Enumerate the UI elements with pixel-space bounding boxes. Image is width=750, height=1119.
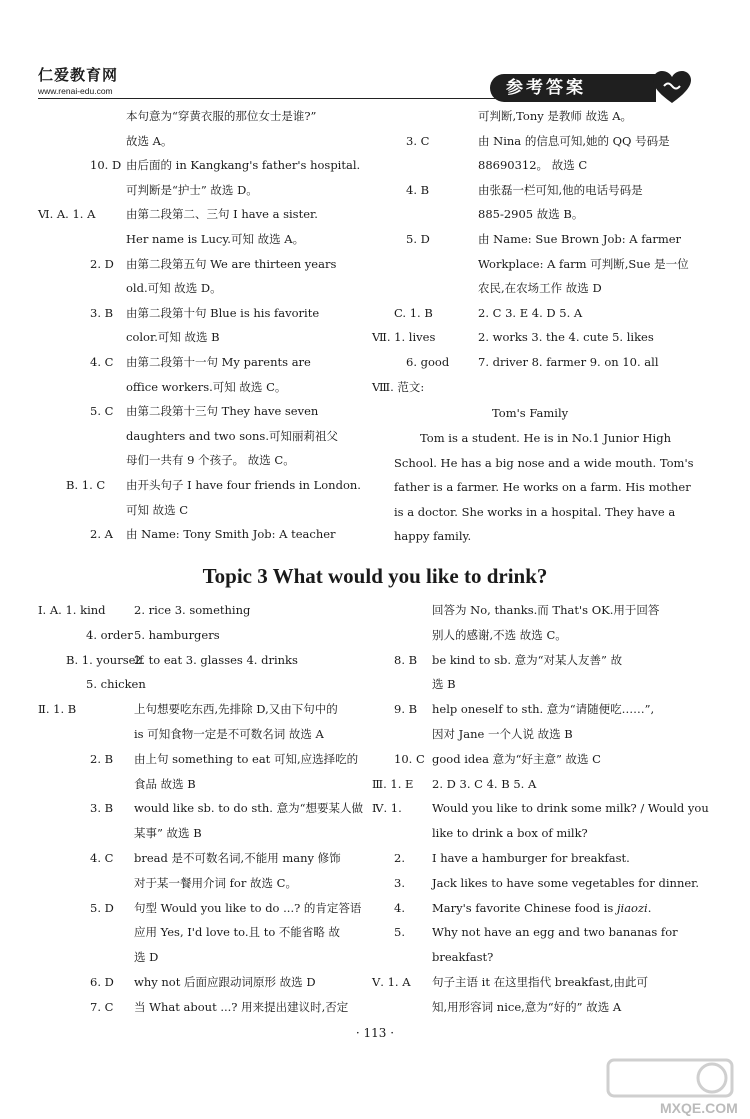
- answer-line: 由第二段第十一句 My parents are: [126, 355, 311, 369]
- answer-number: B. 1. yourself: [66, 652, 144, 667]
- essay-line: is a doctor. She works in a hospital. They have a: [394, 504, 676, 519]
- answer-number: 4. C: [90, 851, 114, 865]
- essay-line: Tom is a student. He is in No.1 Junior High: [420, 431, 671, 445]
- answer-number: C. 1. B: [394, 305, 433, 320]
- answer-number: 6. good: [406, 355, 450, 369]
- answer-line: 农民,在农场工作 故选 D: [478, 281, 602, 296]
- answer-number: 4. C: [90, 355, 114, 369]
- answer-line: bread 是不可数名词,不能用 many 修饰: [134, 851, 341, 865]
- answer-line: 885-2905 故选 B。: [478, 207, 584, 222]
- answer-number: 5. C: [90, 404, 114, 419]
- answer-number: Ⅶ. 1. lives: [372, 330, 436, 345]
- answer-number: Ⅷ. 范文:: [372, 379, 425, 394]
- answer-number: 2. D: [90, 256, 114, 271]
- answer-line: color.可知 故选 B: [126, 330, 220, 345]
- answer-line: 句子主语 it 在这里指代 breakfast,由此可: [432, 975, 649, 989]
- answer-line: 本句意为“穿黄衣服的那位女士是谁?”: [126, 109, 317, 123]
- answer-number: 10. D: [90, 158, 122, 173]
- answer-line: 由第二段第十三句 They have seven: [126, 404, 319, 419]
- answer-number: Ⅴ. 1. A: [372, 975, 411, 989]
- answer-line: 应用 Yes, I'd love to.且 to 不能省略 故: [134, 925, 341, 940]
- answer-number: B. 1. C: [66, 478, 106, 492]
- answer-number: 5. D: [90, 900, 114, 915]
- answer-line: 别人的感谢,不选 故选 C。: [432, 627, 567, 642]
- answer-number: 4.: [394, 900, 405, 915]
- topic-title: Topic 3 What would you like to drink?: [202, 564, 548, 588]
- answer-number: Ⅳ. 1.: [372, 801, 402, 816]
- answer-line: would like sb. to do sth. 意为“想要某人做: [134, 801, 363, 816]
- answer-number: 2. B: [90, 751, 114, 766]
- answer-line: 选 B: [432, 677, 456, 692]
- answer-line: 食品 故选 B: [134, 776, 196, 791]
- answer-line: breakfast?: [432, 950, 494, 965]
- answer-line: 2. D 3. C 4. B 5. A: [432, 776, 537, 791]
- answer-number: Ⅱ. 1. B: [38, 702, 77, 717]
- answer-number: 2. A: [90, 527, 113, 542]
- answer-line: 某事” 故选 B: [134, 826, 202, 841]
- answer-line: 因对 Jane 一个人说 故选 B: [432, 727, 573, 741]
- answer-line: old.可知 故选 D。: [126, 281, 222, 296]
- answer-line: 故选 A。: [126, 133, 173, 148]
- answer-line: 7. driver 8. farmer 9. on 10. all: [478, 355, 659, 369]
- answer-number: 5. D: [406, 232, 430, 246]
- answer-line: 2. C 3. E 4. D 5. A: [478, 305, 583, 320]
- answer-line: 母们一共有 9 个孩子。 故选 C。: [126, 453, 295, 468]
- answer-number: 8. B: [394, 652, 418, 667]
- heart-logo-icon: [652, 70, 692, 106]
- answer-number: 6. D: [90, 975, 114, 989]
- answer-line: why not 后面应跟动词原形 故选 D: [134, 975, 316, 989]
- answer-line: 2. rice 3. something: [134, 603, 251, 617]
- answer-number: 7. C: [90, 999, 114, 1014]
- answer-line: like to drink a box of milk?: [432, 826, 588, 841]
- answer-number: 3.: [394, 875, 405, 890]
- answer-line: 可判断是“护士” 故选 D。: [126, 182, 258, 197]
- essay-title: Tom's Family: [492, 406, 569, 420]
- answer-line: 由上句 something to eat 可知,应选择吃的: [134, 751, 359, 766]
- answer-line: good idea 意为“好主意” 故选 C: [432, 751, 601, 766]
- answer-line: is 可知食物一定是不可数名词 故选 A: [134, 727, 324, 741]
- answer-line: Her name is Lucy.可知 故选 A。: [126, 232, 305, 246]
- answer-line: 句型 Would you like to do ...? 的肯定答语: [134, 900, 362, 915]
- answer-line: 由后面的 in Kangkang's father's hospital.: [126, 158, 361, 173]
- answer-line: 由第二段第二、三句 I have a sister.: [126, 207, 318, 222]
- page-number: · 113 ·: [355, 1026, 395, 1040]
- essay-line: happy family.: [394, 529, 472, 544]
- answer-line: daughters and two sons.可知丽莉祖父: [126, 428, 338, 443]
- answer-line: Mary's favorite Chinese food is jiaozi.: [432, 900, 652, 915]
- answer-number: 4. order: [86, 627, 133, 642]
- brand-name: 仁爱教育网: [38, 66, 119, 84]
- answer-number: 5. chicken: [86, 677, 146, 692]
- answer-number: 2.: [394, 851, 405, 865]
- answer-line: 88690312。 故选 C: [478, 158, 588, 173]
- answer-line: Workplace: A farm 可判断,Sue 是一位: [478, 256, 689, 271]
- answer-line: 知,用形容词 nice,意为“好的” 故选 A: [432, 999, 622, 1014]
- answer-banner-title: 参考答案: [506, 78, 586, 98]
- answer-line: Jack likes to have some vegetables for dinner.: [432, 875, 700, 890]
- answer-number: 3. B: [90, 305, 114, 320]
- answer-number: 10. C: [394, 751, 425, 766]
- answer-number: Ⅵ. A. 1. A: [38, 207, 96, 222]
- answer-line: office workers.可知 故选 C。: [126, 379, 287, 394]
- answer-line: be kind to sb. 意为“对某人友善” 故: [432, 652, 623, 667]
- answer-line: 由第二段第五句 We are thirteen years: [126, 256, 337, 271]
- essay-line: father is a farmer. He works on a farm. His mother: [394, 480, 691, 495]
- answer-number: 9. B: [394, 702, 418, 717]
- answer-line: 选 D: [134, 950, 159, 965]
- answer-number: 4. B: [406, 182, 430, 197]
- answer-line: 回答为 No, thanks.而 That's OK.用于回答: [432, 603, 660, 617]
- answer-number: 3. B: [90, 801, 114, 816]
- answer-line: Would you like to drink some milk? / Would you: [432, 801, 709, 816]
- answer-line: 由张磊一栏可知,他的电话号码是: [478, 182, 643, 197]
- answer-line: 上句想要吃东西,先排除 D,又由下句中的: [134, 702, 338, 717]
- answer-line: 由第二段第十句 Blue is his favorite: [126, 305, 320, 320]
- answer-line: 由 Name: Sue Brown Job: A farmer: [478, 232, 682, 246]
- essay-line: School. He has a big nose and a wide mouth. Tom's: [394, 455, 694, 470]
- answer-line: Why not have an egg and two bananas for: [432, 925, 678, 940]
- answer-line: 2. works 3. the 4. cute 5. likes: [478, 330, 654, 345]
- answer-line: I have a hamburger for breakfast.: [432, 851, 630, 865]
- answer-number: Ⅲ. 1. E: [372, 776, 414, 791]
- answer-line: 由 Name: Tony Smith Job: A teacher: [126, 527, 336, 542]
- answer-line: 由 Nina 的信息可知,她的 QQ 号码是: [478, 133, 670, 148]
- answer-line: 对于某一餐用介词 for 故选 C。: [134, 875, 297, 890]
- answer-line: 当 What about ...? 用来提出建议时,否定: [134, 999, 349, 1014]
- watermark-text: MXQE.COM: [660, 1100, 738, 1116]
- answer-number: 3. C: [406, 133, 430, 148]
- answer-line: 5. hamburgers: [134, 627, 220, 642]
- answer-number: 5.: [394, 925, 405, 940]
- answer-line: 2. to eat 3. glasses 4. drinks: [134, 652, 298, 667]
- answer-line: 由开头句子 I have four friends in London.: [126, 478, 361, 492]
- answer-line: 可知 故选 C: [126, 502, 189, 517]
- answer-line: 可判断,Tony 是教师 故选 A。: [478, 109, 633, 123]
- answer-line: help oneself to sth. 意为“请随便吃……”,: [432, 702, 655, 717]
- answer-number: Ⅰ. A. 1. kind: [38, 603, 106, 617]
- brand-url: www.renai-edu.com: [38, 86, 113, 96]
